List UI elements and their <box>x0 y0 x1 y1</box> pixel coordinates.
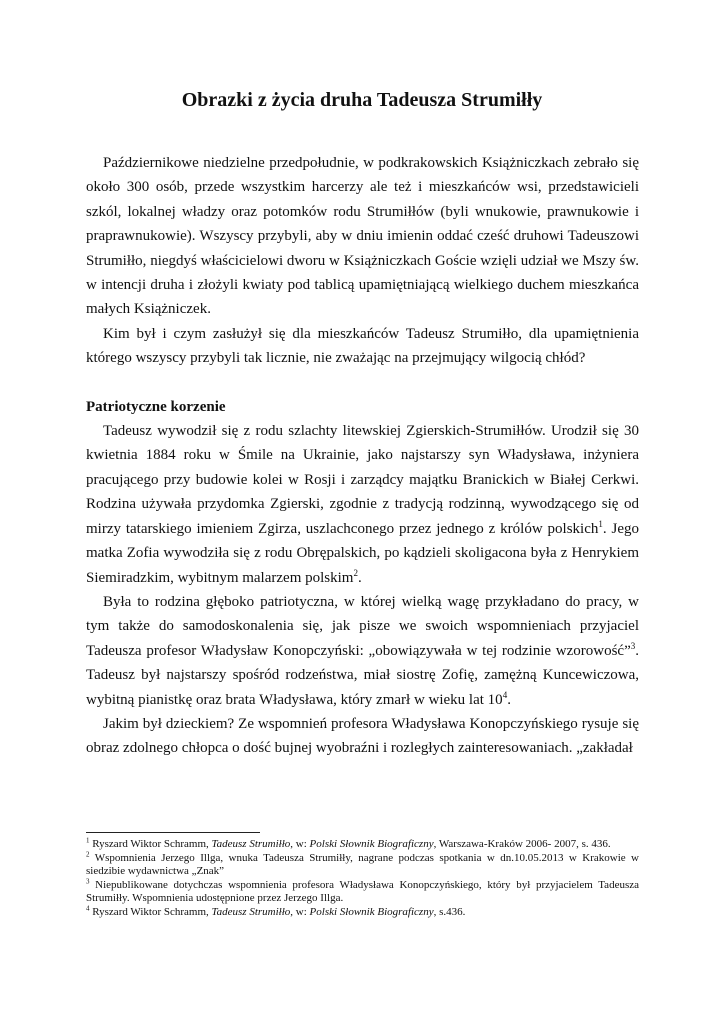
paragraph-family-text-b: . Tadeusz był najstarszy spośród rodzeństwa, miał siostrę Zofię, zamężną Kuncewiczowa, wybitną pianistkę oraz brata Władysława, który zmarł w wieku lat 10 <box>86 642 639 708</box>
paragraph-intro-2: Kim był i czym zasłużył się dla mieszkańców Tadeusz Strumiłło, dla upamiętnienia którego wszyscy przybyli tak licznie, nie zważając na przejmujący wilgocią chłód? <box>86 325 639 367</box>
paragraph-origins <box>86 419 639 590</box>
footnote-ref-4[interactable]: 4 <box>502 689 508 700</box>
footnote-number-2: 2 <box>86 849 90 858</box>
footnote-1-pre: Ryszard Wiktor Schramm, <box>89 838 212 850</box>
paragraph-origins-text-b: . Jego matka Zofia wywodziła się z rodu Obrępalskich, po kądzieli skoligacona była z Henrykiem Siemiradzkim, wybitnym malarzem polskim <box>86 520 639 586</box>
document-body <box>86 151 639 761</box>
footnote-1-work-title: Tadeusz Strumiłło <box>211 838 291 850</box>
footnote-ref-2[interactable]: 2 <box>353 567 358 578</box>
footnote-number-3: 3 <box>86 877 90 886</box>
footnote-2 <box>86 849 639 879</box>
footnote-2-text: Wspomnienia Jerzego Illga, wnuka Tadeusza Strumiłły, nagrane podczas spotkania w dn.10.05.2013 w Krakowie w siedzibie wydawnictwa „Znak” <box>86 851 639 878</box>
footnote-1-source-title: Polski Słownik Biograficzny <box>309 838 434 850</box>
paragraph-intro-1: Październikowe niedzielne przedpołudnie, w podkrakowskich Książniczkach zebrało się około 300 osób, przede wszystkim harcerzy ale też i mieszkańców wsi, przedstawicieli szkól, lokalnej władzy oraz potomków rodu Strumiłłów (byli wnukowie, prawnukowie i praprawnukowie). Wszyscy przybyli, aby w dniu imienin oddać cześć druhowi Tadeuszowi Strumiłło, niegdyś właścicielowi dworu w Książniczkach Goście wzięli udział we Mszy św. w intencji druha i złożyli kwiaty pod tablicą upamiętniającą wielkiego duchem mieszkańca małych Książniczek. <box>86 155 639 318</box>
footnote-1 <box>86 838 639 852</box>
paragraph-origins-text-c: . <box>357 569 362 586</box>
footnote-separator <box>86 832 260 833</box>
footnote-1-post: , Warszawa-Kraków 2006- 2007, s. 436. <box>433 838 611 850</box>
footnote-4-source-title: Polski Słownik Biograficzny <box>309 905 434 918</box>
footnote-4-post: , s.436. <box>433 905 466 918</box>
paragraph-family-text-a: Była to rodzina głęboko patriotyczna, w której wielką wagę przykładano do pracy, w tym także do samodoskonalenia się, jak pisze we swoich wspomnieniach przyjaciel Tadeusza profesor Władysław Konopczyński: „obowiązywała w tej rodzinie wzorowość” <box>86 593 639 659</box>
footnote-3 <box>86 879 639 906</box>
footnotes <box>86 838 639 920</box>
footnote-4-work-title: Tadeusz Strumiłło <box>211 905 291 918</box>
footnote-number-4: 4 <box>86 904 90 913</box>
footnote-ref-3[interactable]: 3 <box>630 640 636 651</box>
paragraph-origins-text-a: Tadeusz wywodził się z rodu szlachty litewskiej Zgierskich-Strumiłłów. Urodził się 30 kwietnia 1884 roku w Śmile na Ukrainie, jako najstarszy syn Władysława, inżyniera pracującego przy budowie kolei w Rosji i zarządcy majątku Branickich w Białej Cerkwi. Rodzina używała przydomka Zgierski, zgodnie z tradycją rodzinną, wywodzącego się od mirzy tatarskiego imieniem Zgirza, uszlachconego przez jednego z królów polskich <box>86 423 639 537</box>
section-heading: Patriotyczne korzenie <box>86 398 226 415</box>
footnote-4 <box>86 906 639 920</box>
document-title: Obrazki z życia druha Tadeusza Strumiłły <box>181 89 543 111</box>
paragraph-family <box>86 590 639 712</box>
footnote-1-mid: , w: <box>290 838 310 850</box>
footnote-4-mid: , w: <box>290 905 310 918</box>
footnote-4-pre: Ryszard Wiktor Schramm, <box>89 905 212 918</box>
footnote-ref-1[interactable]: 1 <box>598 518 603 529</box>
footnote-number-1: 1 <box>86 836 90 845</box>
paragraph-family-text-c: . <box>507 691 511 708</box>
paragraph-childhood: Jakim był dzieckiem? Ze wspomnień profesora Władysława Konopczyńskiego rysuje się obraz zdolnego chłopca o dość bujnej wyobraźni i rozległych zainteresowaniach. „zakładał <box>86 715 639 757</box>
footnote-3-text: Niepublikowane dotychczas wspomnienia profesora Władysława Konopczyńskiego, który był przyjacielem Tadeusza Strumiłły. Wspomnienia udostępnione przez Jerzego Illga. <box>86 878 639 905</box>
